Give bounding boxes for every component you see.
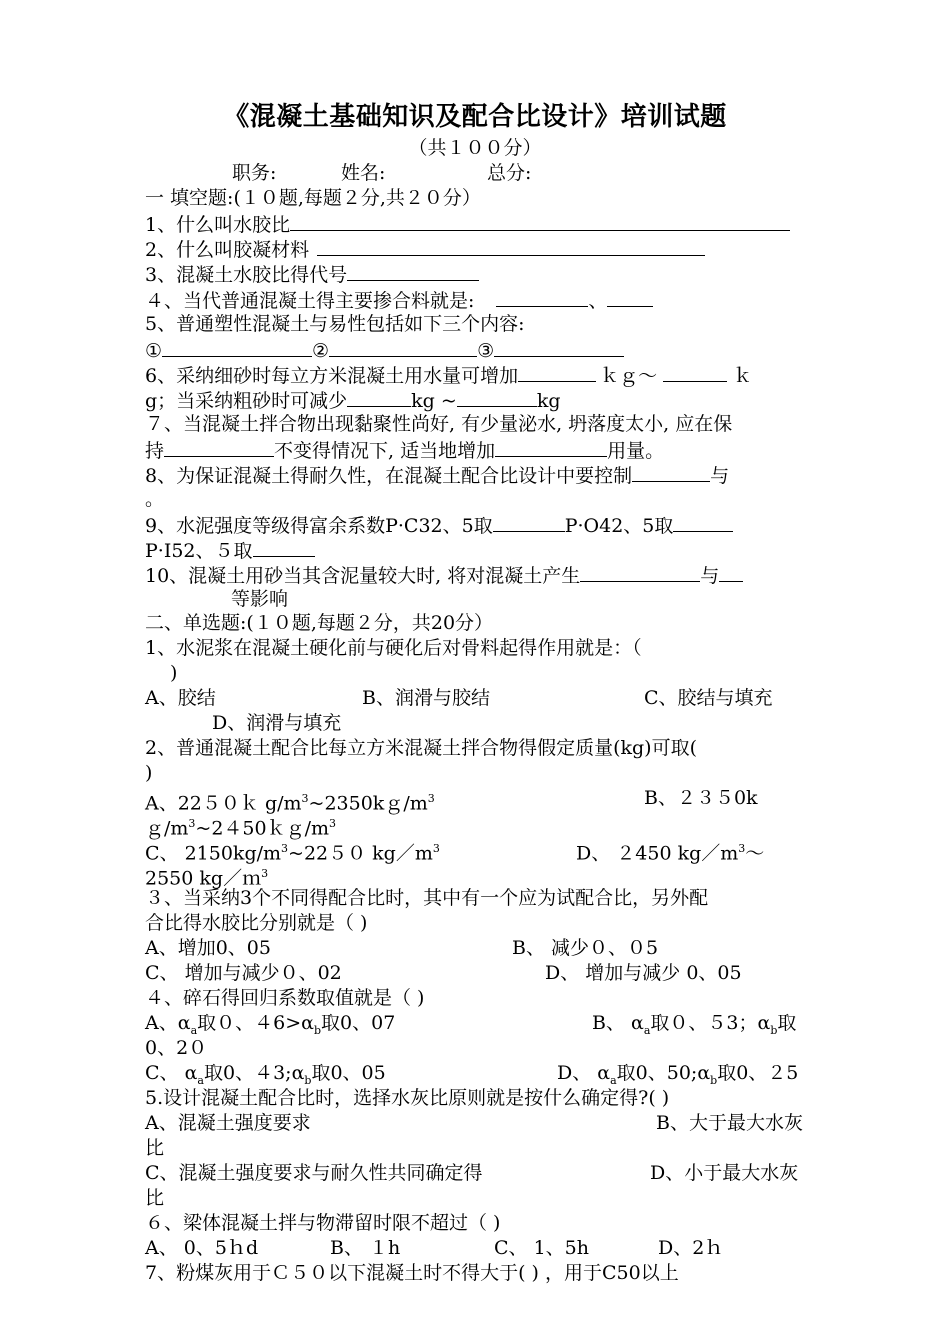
superscript: 3 [432,842,440,855]
question-2-6: ６、梁体混凝土拌与物滞留时限不超过（ ) [145,1212,501,1234]
option-text: 取０、４6>α [197,1012,314,1034]
question-text: 1、什么叫水胶比 [145,214,291,236]
option-2-6-d[interactable]: D、2ｈ [658,1237,724,1259]
option-2-5-a[interactable]: A、混凝土强度要求 [145,1112,311,1134]
option-text: B、 α [592,1012,644,1034]
question-1-6 [145,362,752,389]
option-text: 取 [777,1012,797,1034]
option-text: ｇ/m [145,817,189,840]
choice-marker: ③ [477,340,495,362]
question-text: P·O42、5取 [564,515,674,537]
question-text: 与 [700,565,720,587]
superscript: 3 [301,792,309,805]
option-text: C、 α [145,1062,198,1084]
option-text: 取０、５3；α [650,1012,771,1034]
question-1-5-blanks [145,337,624,364]
question-1-7-cont [145,437,664,464]
option-2-3-d[interactable]: D、 增加与减少 0、05 [545,962,742,984]
option-2-2-b[interactable]: B、２３５0k [644,787,758,809]
question-text: g；当采纳粗砂时可减少 [145,390,348,412]
answer-blank[interactable] [496,287,588,307]
answer-blank[interactable] [457,387,537,407]
answer-blank[interactable] [518,362,596,382]
subscript: b [710,1073,718,1087]
question-1-10 [145,562,743,589]
superscript: 3 [261,867,269,880]
option-2-5-b[interactable]: B、大于最大水灰 [656,1112,803,1134]
question-2-5: 5.设计混凝土配合比时，选择水灰比原则就是按什么确定得?( ) [145,1087,670,1109]
option-2-1-b[interactable]: B、润滑与胶结 [362,687,490,709]
question-2-2: 2、普通混凝土配合比每立方米混凝土拌合物得假定质量(kg)可取( [145,737,698,759]
superscript: 3 [188,817,196,830]
question-1-9-cont [145,537,315,564]
question-1-3 [145,261,479,288]
document-title: 《混凝土基础知识及配合比设计》培训试题 [223,102,727,132]
option-2-1-a[interactable]: A、胶结 [145,687,216,709]
question-2-2-close: ) [145,762,153,784]
question-2-4: ４、碎石得回归系数取值就是（ ) [145,987,425,1009]
question-1-6-cont [145,387,561,414]
subscript: a [643,1023,651,1037]
option-text: 2550 kg／ｍ [145,867,262,890]
question-text: P·Ⅰ52、５取 [145,540,253,562]
option-text: D、 α [557,1062,611,1084]
option-2-6-a[interactable]: A、 0、5ｈd [145,1237,259,1259]
question-text: 用量。 [607,440,665,462]
total-score-note: （共１００分） [408,137,542,159]
answer-blank[interactable] [162,337,312,357]
answer-blank[interactable] [719,562,743,582]
question-2-3: ３、当采纳3个不同得配合比时，其中有一个应为试配合比，另外配 [145,887,709,909]
question-text: 8、为保证混凝土得耐久性，在混凝土配合比设计中要控制 [145,465,633,487]
question-text: 2、什么叫胶凝材料 [145,239,310,261]
name-field-label: 姓名: [341,162,386,184]
subscript: a [610,1073,617,1087]
unit-text: kg ~ [411,390,457,412]
option-2-1-d[interactable]: D、润滑与填充 [212,712,342,734]
option-2-6-b[interactable]: B、 １h [330,1237,401,1259]
option-2-4-b-cont: 0、2０ [145,1037,208,1059]
option-2-3-c[interactable]: C、 增加与减少０、02 [145,962,342,984]
option-text: A、α [145,1012,191,1034]
superscript: 3 [281,842,289,855]
option-2-5-b-cont: 比 [145,1137,165,1159]
option-2-5-c[interactable]: C、混凝土强度要求与耐久性共同确定得 [145,1162,483,1184]
answer-blank[interactable] [495,437,607,457]
question-1-8 [145,462,729,489]
question-1-8-cont: 。 [145,488,165,510]
section-single-choice-heading: 二、单选题:(１０题,每题２分，共20分） [145,612,494,634]
option-2-3-b[interactable]: B、 减少０、０5 [512,937,659,959]
question-1-10-cont: 等影响 [231,588,289,610]
unit-text: ｋｇ～ [600,365,658,387]
option-text: ~2350kｇ/m [308,792,428,815]
question-1-4 [145,287,653,314]
option-2-6-c[interactable]: C、 1、5h [494,1237,589,1259]
answer-blank[interactable] [290,211,790,231]
question-text: ４、当代普通混凝土得主要掺合料就是: [145,290,475,312]
option-text: D、 ２450 kg／m [576,842,739,865]
option-text: 取0、05 [311,1062,386,1084]
option-text: ~2４50ｋｇ/m [195,817,330,840]
option-2-4-b[interactable] [592,1011,796,1043]
question-text: 9、水泥强度等级得富余系数P·C32、5取 [145,515,493,537]
option-text: ~22５０ kg／m [288,842,433,865]
question-1-1 [145,211,790,238]
answer-blank[interactable] [673,512,733,532]
superscript: 3 [329,817,337,830]
subscript: b [304,1073,312,1087]
unit-text: ｋ [733,365,753,387]
section-fill-blank-heading: 一 填空题:(１０题,每题２分,共２０分） [145,187,481,209]
option-2-5-d[interactable]: D、小于最大水灰 [650,1162,799,1184]
question-text: 3、混凝土水胶比得代号 [145,264,348,286]
subscript: b [313,1023,322,1037]
answer-blank[interactable] [632,462,710,482]
question-2-7: 7、粉煤灰用于Ｃ５０以下混凝土时不得大于( ) ，用于C50以上 [145,1262,679,1284]
option-text: 取0、50;α [616,1062,711,1084]
answer-blank[interactable] [329,337,477,357]
answer-blank[interactable] [347,261,479,281]
question-text: 与 [710,465,730,487]
question-2-1: 1、水泥浆在混凝土硬化前与硬化后对骨料起得作用就是：（ [145,637,642,659]
question-text: 6、采纳细砂时每立方米混凝土用水量可增加 [145,365,519,387]
answer-blank[interactable] [347,387,411,407]
answer-blank[interactable] [607,287,653,307]
question-1-7: ７、当混凝土拌合物出现黏聚性尚好, 有少量泌水, 坍落度太小, 应在保 [145,413,733,435]
option-2-3-a[interactable]: A、增加0、05 [145,937,271,959]
answer-blank[interactable] [317,236,705,256]
superscript: 3 [427,792,435,805]
answer-blank[interactable] [253,537,315,557]
post-field-label: 职务: [232,162,277,184]
question-1-9 [145,512,733,539]
choice-marker: ② [312,340,330,362]
question-text: 不变得情况下, 适当地增加 [274,440,496,462]
question-2-3-cont: 合比得水胶比分别就是（ ) [145,912,368,934]
answer-blank[interactable] [164,437,274,457]
option-2-5-d-cont: 比 [145,1187,165,1209]
answer-blank[interactable] [494,337,624,357]
separator: 、 [588,290,608,312]
unit-text: kg [536,390,561,412]
option-2-2-d[interactable] [576,836,764,866]
answer-blank[interactable] [580,562,700,582]
subscript: a [197,1073,204,1087]
question-2-1-close: ) [170,662,178,684]
option-text: ～ [745,842,765,865]
option-text: 取0、07 [321,1012,396,1034]
subscript: a [190,1023,198,1037]
answer-blank[interactable] [663,362,727,382]
question-text: 10、混凝土用砂当其含泥量较大时, 将对混凝土产生 [145,565,581,587]
answer-blank[interactable] [493,512,565,532]
choice-marker: ① [145,340,163,362]
total-field-label: 总分: [487,162,532,184]
option-text: 取0、２5 [717,1062,799,1084]
option-text: A、22５０ｋ g/m [145,792,302,815]
question-text: 持 [145,440,165,462]
question-1-5: 5、普通塑性混凝土与易性包括如下三个内容: [145,313,525,335]
subscript: b [770,1023,778,1037]
question-1-2 [145,236,705,263]
superscript: 3 [738,842,746,855]
option-2-1-c[interactable]: C、胶结与填充 [644,687,773,709]
option-text: 取0、４3;α [203,1062,305,1084]
option-text: C、 2150kg/m [145,842,282,865]
